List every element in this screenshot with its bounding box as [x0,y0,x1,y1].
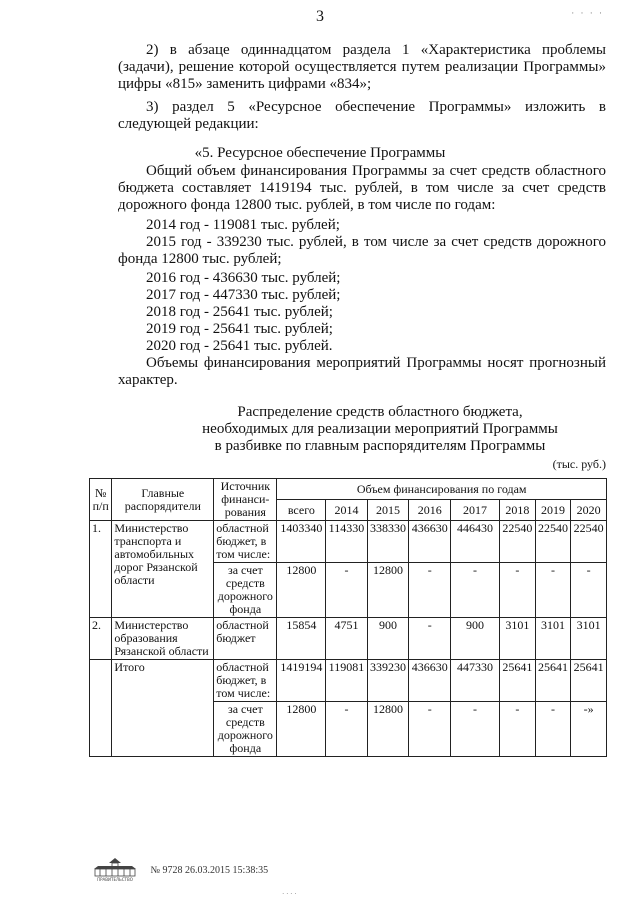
paragraph-item-2: 2) в абзаце одиннадцатом раздела 1 «Характеристика проблемы (задачи), решение которой осуществляется путем реализации Программы» цифры «815» заменить цифрами «834»; [118,42,606,92]
page-number: 3 [316,8,324,25]
row-source: за счет средств дорожного фонда [214,702,277,757]
header-year: 2017 [451,500,500,521]
row-value: - [571,563,607,618]
row-value: 3101 [535,618,571,660]
row-total: 1403340 [277,521,326,563]
row-value: 338330 [367,521,409,563]
government-building-icon [90,856,140,885]
row-source: за счет средств дорожного фонда [214,563,277,618]
header-year: 2019 [535,500,571,521]
header-year: 2015 [367,500,409,521]
financing-table [89,478,607,757]
row-total: 1419194 [277,660,326,702]
distribution-title-line-2: необходимых для реализации мероприятий Программы [202,421,558,437]
row-num: 2. [90,618,112,660]
row-value: 12800 [367,563,409,618]
header-num: № п/п [90,479,112,521]
row-value: -» [571,702,607,757]
row-total: 12800 [277,563,326,618]
row-total: 15854 [277,618,326,660]
row-source: областной бюджет, в том числе: [214,521,277,563]
row-num: 1. [90,521,112,618]
year-2014-line: 2014 год - 119081 тыс. рублей; [146,217,340,233]
bottom-mark: · · · · [282,890,297,898]
table-row [90,660,607,702]
row-manager: Итого [112,660,214,757]
row-value: 339230 [367,660,409,702]
row-value: 436630 [409,660,451,702]
row-value: 22540 [535,521,571,563]
table-header-row [90,479,607,500]
header-year: 2018 [500,500,536,521]
distribution-title-line-1: Распределение средств областного бюджета, [237,404,523,420]
row-value: 446430 [451,521,500,563]
header-volume: Объем финансирования по годам [277,479,607,500]
paragraph-item-3: 3) раздел 5 «Ресурсное обеспечение Программы» изложить в следующей редакции: [118,99,606,132]
year-2018-line: 2018 год - 25641 тыс. рублей; [146,304,333,320]
year-2019-line: 2019 год - 25641 тыс. рублей; [146,321,333,337]
corner-marks: · · · · [571,8,604,18]
funding-intro: Общий объем финансирования Программы за счет средств областного бюджета составляет 1419194 тыс. рублей, в том числе за счет средств дорожного фонда 12800 тыс. рублей, в том числе по годам: [118,163,606,213]
unit-label: (тыс. руб.) [552,457,606,471]
row-value: - [535,702,571,757]
section-title: «5. Ресурсное обеспечение Программы [194,145,446,161]
row-source: областной бюджет [214,618,277,660]
year-2015-line: 2015 год - 339230 тыс. рублей, в том числе за счет средств дорожного фонда 12800 тыс. рублей; [118,234,606,267]
row-value: - [535,563,571,618]
row-value: - [409,702,451,757]
row-value: 22540 [571,521,607,563]
row-value: - [326,563,367,618]
row-value: 22540 [500,521,536,563]
row-value: 25641 [535,660,571,702]
table-row [90,521,607,563]
row-value: 900 [451,618,500,660]
year-2020-line: 2020 год - 25641 тыс. рублей. [146,338,333,354]
row-value: - [409,618,451,660]
year-2016-line: 2016 год - 436630 тыс. рублей; [146,270,341,286]
year-2017-line: 2017 год - 447330 тыс. рублей; [146,287,341,303]
registration-stamp: № 9728 26.03.2015 15:38:35 [150,865,269,876]
header-year: 2016 [409,500,451,521]
distribution-title-line-3: в разбивке по главным распорядителям Программы [214,438,546,454]
row-value: 3101 [571,618,607,660]
row-value: 119081 [326,660,367,702]
row-value: 447330 [451,660,500,702]
row-value: - [326,702,367,757]
row-value: - [451,702,500,757]
header-source: Источник финанси-рования [214,479,277,521]
header-total: всего [277,500,326,521]
row-manager: Министерство образования Рязанской области [112,618,214,660]
header-year: 2014 [326,500,367,521]
row-total: 12800 [277,702,326,757]
header-managers: Главные распорядители [112,479,214,521]
row-value: 114330 [326,521,367,563]
row-value: 4751 [326,618,367,660]
row-value: 900 [367,618,409,660]
row-num-empty [90,660,112,757]
row-value: 3101 [500,618,536,660]
row-value: 436630 [409,521,451,563]
row-value: - [500,702,536,757]
row-source: областной бюджет, в том числе: [214,660,277,702]
row-value: 12800 [367,702,409,757]
row-value: 25641 [500,660,536,702]
header-year: 2020 [571,500,607,521]
row-value: 25641 [571,660,607,702]
closing-paragraph: Объемы финансирования мероприятий Программы носят прогнозный характер. [118,355,606,388]
row-value: - [500,563,536,618]
footer-stamp-area [90,856,268,885]
row-value: - [451,563,500,618]
row-manager: Министерство транспорта и автомобильных дорог Рязанской области [112,521,214,618]
table-row [90,618,607,660]
row-value: - [409,563,451,618]
logo-caption: ПРАВИТЕЛЬСТВО [97,877,133,882]
